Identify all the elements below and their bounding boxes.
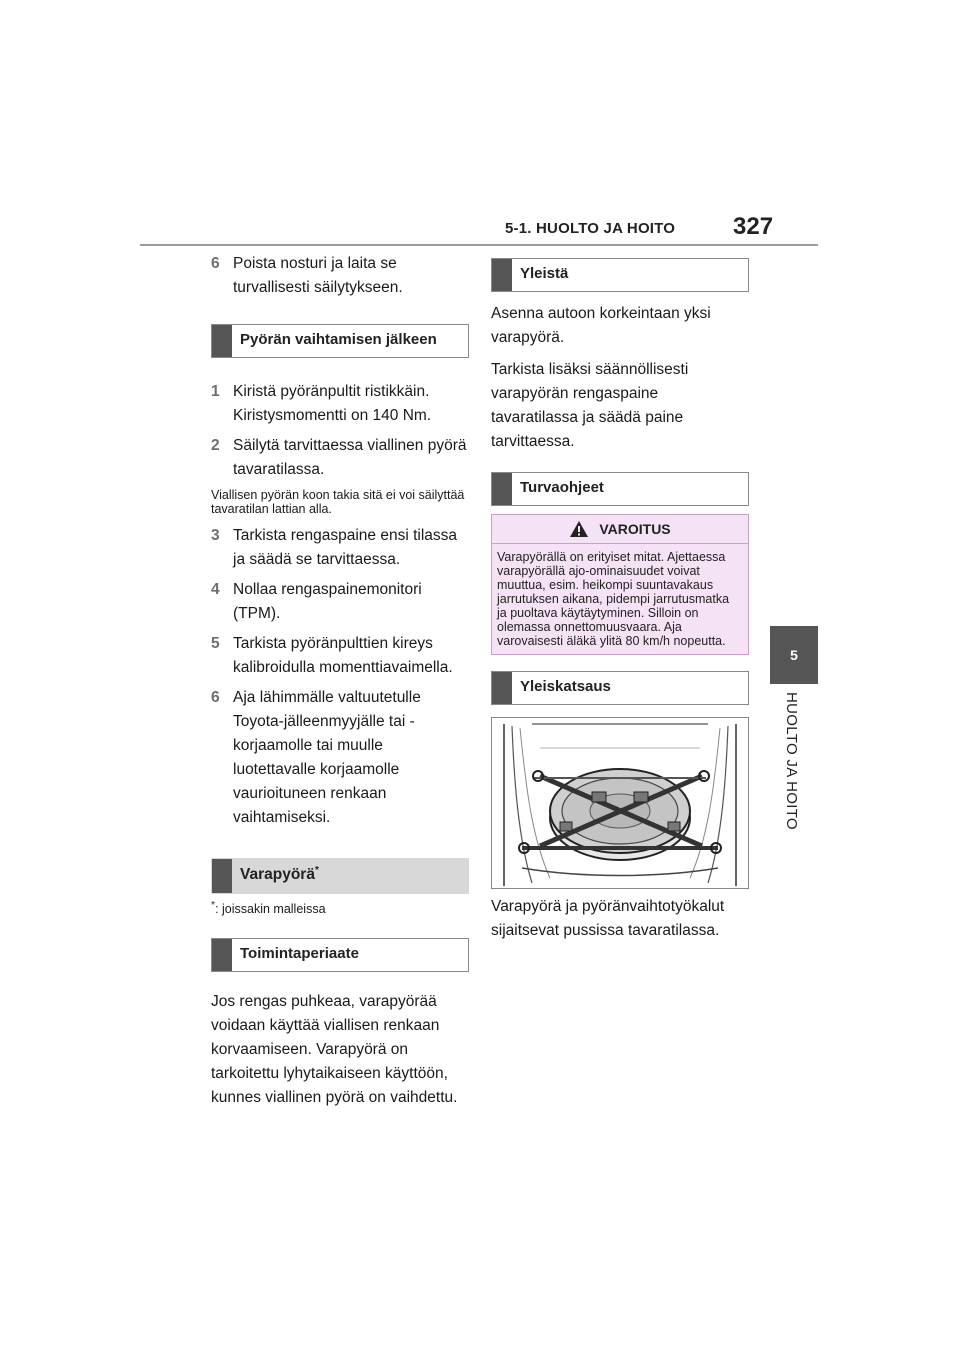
step-number: 4 xyxy=(211,581,220,598)
heading-bar xyxy=(212,859,232,893)
right-column xyxy=(491,258,749,943)
section-heading-safety xyxy=(491,472,749,506)
footnote xyxy=(211,900,469,916)
section-heading-general xyxy=(491,258,749,292)
heading-title xyxy=(232,859,319,893)
warning-title: VAROITUS xyxy=(599,521,671,537)
step-number: 2 xyxy=(211,437,220,454)
step-number: 1 xyxy=(211,383,220,400)
step-item xyxy=(211,524,469,572)
heading-title: Turvaohjeet xyxy=(520,479,604,496)
section-heading-after-change xyxy=(211,324,469,358)
footnote-text: : joissakin malleissa xyxy=(215,902,326,917)
step-text: Tarkista pyöränpulttien kireys kalibroidulla momenttiavaimella. xyxy=(233,635,453,676)
note-text: Viallisen pyörän koon takia sitä ei voi säilyttää tavaratilan lattian alla. xyxy=(211,488,465,516)
step-number: 6 xyxy=(211,255,220,272)
section-header: 5-1. HUOLTO JA HOITO xyxy=(505,220,676,237)
heading-title: Yleiskatsaus xyxy=(520,678,611,695)
heading-bar xyxy=(492,672,512,704)
heading-bar xyxy=(492,259,512,291)
step-number: 5 xyxy=(211,635,220,652)
step-number: 3 xyxy=(211,527,220,544)
chapter-tab-number: 5 xyxy=(790,647,798,663)
step-text: Poista nosturi ja laita se turvallisesti säilytykseen. xyxy=(233,255,403,296)
body-paragraph: Jos rengas puhkeaa, varapyörää voidaan käyttää viallisen renkaan korvaamiseen. Varapyörä on tarkoitettu lyhytaikaiseen käyttöön, kunnes viallinen pyörä on vaihdettu. xyxy=(211,993,458,1107)
heading-title: Pyörän vaihtamisen jälkeen xyxy=(240,331,437,348)
heading-bar xyxy=(492,473,512,505)
left-column xyxy=(211,252,469,1118)
section-heading-spare-wheel xyxy=(211,858,469,894)
step-text: Tarkista rengaspaine ensi tilassa ja säädä se tarvittaessa. xyxy=(233,527,458,568)
chapter-side-title: HUOLTO JA HOITO xyxy=(783,692,800,830)
step-item xyxy=(211,380,469,428)
section-heading-principle xyxy=(211,938,469,972)
heading-title: Toimintaperiaate xyxy=(240,945,359,963)
footnote-marker: * xyxy=(314,865,319,876)
step-text: Nollaa rengaspainemonitori (TPM). xyxy=(233,581,422,622)
step-text: Kiristä pyöränpultit ristikkäin. Kiristysmomentti on 140 Nm. xyxy=(233,383,432,424)
heading-bar xyxy=(212,325,232,357)
step-item xyxy=(211,632,469,680)
trunk-spare-wheel-drawing xyxy=(492,718,748,888)
footnote-marker: * xyxy=(211,900,216,911)
warning-text: Varapyörällä on erityiset mitat. Ajettaessa varapyörällä ajo-ominaisuudet voivat muuttua, esim. heikompi suuntavakaus jarrutuksen aikana, pidempi jarrutusmatka ja puoltava käytäytyminen. Silloin on olemassa onnettomuusvaara. Aja varovaisesti äläkä ylitä 80 km/h nopeutta. xyxy=(497,550,730,648)
header-rule xyxy=(140,244,818,246)
spare-wheel-illustration xyxy=(491,717,749,889)
warning-triangle-icon xyxy=(569,520,589,538)
heading-title: Yleistä xyxy=(520,265,569,282)
section-heading-overview xyxy=(491,671,749,705)
figure-caption: Varapyörä ja pyöränvaihtotyökalut sijaitsevat pussissa tavaratilassa. xyxy=(491,898,725,939)
step-number: 6 xyxy=(211,689,220,706)
warning-header xyxy=(492,515,748,544)
heading-bar xyxy=(212,939,232,971)
step-text: Aja lähimmälle valtuutetulle Toyota-jälleenmyyjälle tai -korjaamolle tai muulle luotettavalle korjaamolle vaurioituneen renkaan vaihtamiseksi. xyxy=(233,689,421,826)
step-text: Säilytä tarvittaessa viallinen pyörä tavaratilassa. xyxy=(233,437,467,478)
chapter-tab xyxy=(770,626,818,684)
step-item xyxy=(211,686,469,830)
step-item xyxy=(211,252,469,300)
body-paragraph: Asenna autoon korkeintaan yksi varapyörä. xyxy=(491,305,711,346)
body-paragraph: Tarkista lisäksi säännöllisesti varapyörän rengaspaine tavaratilassa ja säädä paine tarvittaessa. xyxy=(491,361,689,450)
warning-box xyxy=(491,514,749,655)
step-item xyxy=(211,434,469,482)
step-item xyxy=(211,578,469,626)
page-number: 327 xyxy=(733,213,774,240)
heading-title-text: Varapyörä xyxy=(240,866,315,884)
